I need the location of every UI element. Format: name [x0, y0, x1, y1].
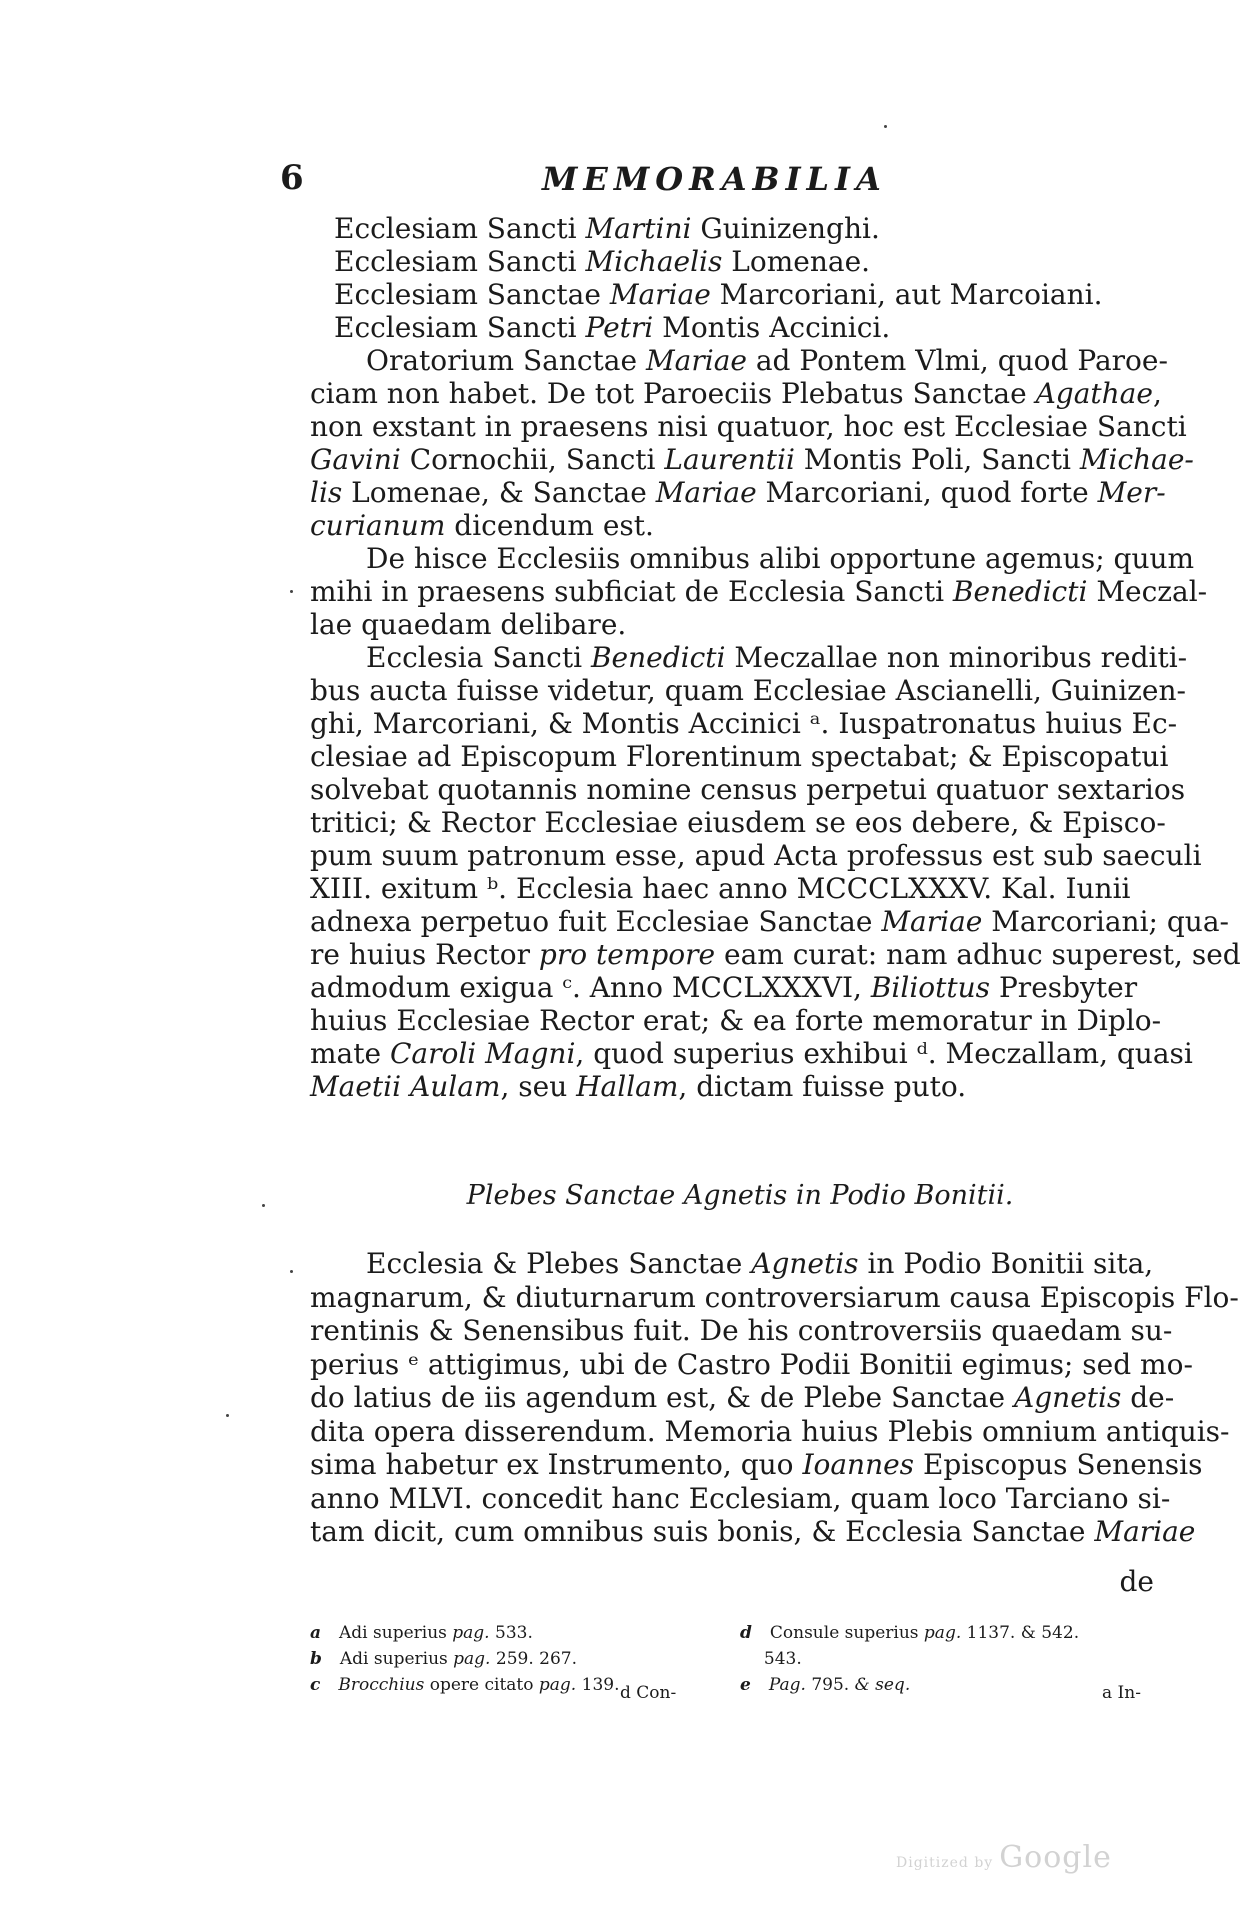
text-segment: clesiae ad Episcopum Florentinum spectabat; & Episcopatui	[310, 740, 1169, 773]
running-title: MEMORABILIA	[542, 160, 887, 198]
ink-speck	[226, 1414, 229, 1417]
text-line	[310, 872, 1170, 905]
text-segment: Mariae	[645, 344, 747, 377]
text-segment: tam dicit, cum omnibus suis bonis, & Ecclesia Sanctae	[310, 1515, 1095, 1548]
footnote-text: pag.	[538, 1675, 577, 1695]
main-text	[310, 212, 1241, 1103]
footnote-marker: e	[740, 1675, 751, 1695]
text-segment: Mariae	[1094, 1515, 1196, 1548]
text-segment: Mariae	[881, 905, 983, 938]
text-segment: mate	[310, 1037, 390, 1070]
text-segment: Hallam	[576, 1070, 679, 1103]
text-segment: Petri	[585, 311, 654, 344]
paragraph-oratorium	[310, 344, 1194, 542]
text-segment: Ecclesiam Sancti	[334, 212, 586, 245]
text-segment: ad Pontem Vlmi, quod Paroe-	[746, 344, 1168, 377]
text-line	[310, 905, 1229, 938]
text-line	[310, 1004, 1170, 1037]
catchword: de	[1119, 1565, 1154, 1598]
ink-speck	[884, 125, 887, 128]
text-line	[310, 1280, 1239, 1315]
text-segment: Lomenae, & Sanctae	[342, 476, 656, 509]
footnote-text: 259. 267.	[490, 1649, 577, 1669]
text-segment: curianum	[310, 509, 446, 542]
text-line	[310, 773, 1186, 806]
text-line	[310, 377, 1170, 410]
text-line	[310, 806, 1170, 839]
text-segment: admodum exigua ᶜ. Anno MCCLXXXVI,	[310, 971, 871, 1004]
text-segment: dita opera disserendum. Memoria huius Plebis omnium antiquis-	[310, 1414, 1230, 1448]
footnote-text: Adi superius	[339, 1623, 453, 1643]
text-segment: adnexa perpetuo fuit Ecclesiae Sanctae	[310, 905, 882, 938]
text-segment: Montis Poli, Sancti	[794, 443, 1080, 476]
text-line	[310, 344, 1170, 377]
text-line	[310, 1347, 1193, 1382]
main-text-agnetis	[310, 1247, 1239, 1549]
footnote-text: Adi superius	[339, 1649, 454, 1669]
text-line	[310, 575, 1208, 608]
footnote-text: 139.	[576, 1675, 620, 1695]
text-segment: Ecclesiam Sanctae	[334, 278, 610, 311]
text-segment: Benedicti	[952, 575, 1088, 608]
text-segment: Ioannes	[802, 1448, 915, 1481]
text-line	[310, 509, 1170, 542]
text-line	[310, 443, 1194, 476]
text-segment: do latius de iis agendum est, & de Plebe Sanctae	[310, 1381, 1015, 1414]
footnote-text: pag.	[453, 1649, 491, 1669]
text-segment: Gavini	[310, 443, 401, 476]
ink-speck	[290, 590, 293, 593]
footnote	[310, 1620, 730, 1646]
paragraph-agnetis	[310, 1247, 1239, 1549]
footnote-marker	[740, 1649, 746, 1669]
text-line	[310, 674, 1186, 707]
text-segment: lae quaedam delibare.	[310, 608, 627, 641]
text-segment: bus aucta fuisse videtur, quam Ecclesiae Ascianelli, Guinizen-	[310, 674, 1186, 707]
text-segment: Agnetis	[1014, 1381, 1122, 1414]
text-segment: lis	[310, 476, 343, 509]
text-segment: Lomenae.	[722, 245, 871, 278]
text-segment: Marcoriani; qua-	[982, 905, 1229, 938]
text-line	[310, 1247, 1170, 1281]
footnote-text: 1137. & 542.	[961, 1623, 1080, 1643]
text-line	[310, 1381, 1175, 1415]
text-line	[310, 245, 1170, 278]
text-segment: Marcoriani, quod forte	[756, 476, 1098, 509]
text-line	[310, 1448, 1203, 1482]
text-segment: pum suum patronum esse, apud Acta professus est sub saeculi	[310, 839, 1202, 872]
text-segment: tritici; & Rector Ecclesiae eiusdem se eos debere, & Episco-	[310, 806, 1166, 839]
text-line	[310, 1414, 1230, 1449]
text-segment: Martini	[585, 212, 692, 245]
text-segment: anno MLVI. concedit hanc Ecclesiam, quam loco Tarciano si-	[310, 1481, 1171, 1515]
footnote-catchword-left: d Con-	[620, 1683, 677, 1703]
text-line	[310, 740, 1170, 773]
footnote-catchword-right: a In-	[1102, 1683, 1141, 1703]
text-line	[310, 212, 1170, 245]
digitization-watermark	[896, 1840, 1112, 1875]
text-segment: perius ᵉ attigimus, ubi de Castro Podii Bonitii egimus; sed mo-	[310, 1347, 1193, 1381]
footnote-marker: a	[310, 1623, 322, 1643]
text-line	[310, 608, 1170, 641]
text-segment: dicendum est.	[445, 509, 654, 542]
text-line	[310, 1070, 1170, 1103]
text-segment: Oratorium Sanctae	[310, 344, 646, 377]
text-segment: Ecclesiam Sancti	[334, 245, 586, 278]
footnote-text: Pag.	[768, 1675, 806, 1695]
text-segment: eam curat: nam adhuc superest, sed	[715, 938, 1241, 971]
text-segment: non exstant in praesens nisi quatuor, hoc est Ecclesiae Sancti	[310, 410, 1187, 443]
text-segment: Marcoriani, aut Marcoiani.	[710, 278, 1103, 311]
text-segment: re huius Rector	[310, 938, 539, 971]
text-segment: mihi in praesens subficiat de Ecclesia Sancti	[310, 575, 953, 608]
text-segment: Ecclesia & Plebes Sanctae	[310, 1247, 752, 1280]
text-segment: ghi, Marcoriani, & Montis Accinici ᵃ. Iuspatronatus huius Ec-	[310, 707, 1178, 740]
text-segment: pro tempore	[538, 938, 716, 971]
text-segment: Agnetis	[751, 1247, 859, 1280]
text-line	[310, 707, 1178, 740]
text-segment: Meczal-	[1087, 575, 1208, 608]
footnote	[740, 1620, 1170, 1646]
text-line	[310, 839, 1202, 872]
text-segment: magnarum, & diuturnarum controversiarum causa Episcopis Flo-	[310, 1280, 1239, 1314]
footnote-text: pag.	[923, 1623, 962, 1643]
text-segment: de-	[1121, 1381, 1175, 1414]
text-line	[310, 311, 1170, 344]
text-segment: Ecclesiam Sancti	[334, 311, 586, 344]
text-line	[310, 938, 1241, 971]
watermark-brand: Google	[999, 1840, 1112, 1875]
footnote-marker: d	[740, 1623, 752, 1643]
footnote-text: & seq.	[854, 1675, 911, 1695]
text-line	[310, 278, 1170, 311]
text-segment: , dictam fuisse puto.	[678, 1070, 967, 1103]
text-segment: Agathae	[1035, 377, 1153, 410]
footnote-text: Brocchius	[338, 1675, 425, 1695]
footnote-text: 795.	[805, 1675, 855, 1695]
footnote-text: 543.	[763, 1649, 802, 1669]
footnote-text: Consule superius	[769, 1623, 924, 1643]
page-header	[280, 158, 1180, 202]
text-segment: Cornochii, Sancti	[400, 443, 665, 476]
paragraph-de-hisce	[310, 542, 1208, 641]
text-segment: , seu	[500, 1070, 577, 1103]
church-list	[310, 212, 1170, 344]
footnote-text: pag.	[452, 1623, 490, 1643]
section-heading: Plebes Sanctae Agnetis in Podio Bonitii.	[466, 1180, 1014, 1211]
text-segment: Laurentii	[664, 443, 795, 476]
footnote	[740, 1646, 1170, 1672]
text-segment: rentinis & Senensibus fuit. De his controversiis quaedam su-	[310, 1314, 1173, 1347]
text-segment: Mariae	[655, 476, 757, 509]
text-segment: ciam non habet. De tot Paroeciis Plebatus Sanctae	[310, 377, 1036, 410]
text-segment: Presbyter	[990, 971, 1138, 1004]
text-segment: in Podio Bonitii sita,	[858, 1247, 1154, 1280]
footnote-text: opere citato	[424, 1675, 539, 1695]
text-segment: Benedicti	[590, 641, 726, 674]
text-segment: ,	[1152, 377, 1162, 410]
text-segment: Michaelis	[585, 245, 723, 278]
text-segment: sima habetur ex Instrumento, quo	[310, 1448, 803, 1481]
ink-speck	[262, 1204, 265, 1207]
ink-speck	[290, 1270, 293, 1273]
text-segment: Montis Accinici.	[653, 311, 891, 344]
text-segment: Mer-	[1097, 476, 1166, 509]
paragraph-benedicti	[310, 641, 1241, 1103]
text-segment: solvebat quotannis nomine census perpetui quatuor sextarios	[310, 773, 1186, 806]
footnote	[310, 1646, 730, 1672]
text-segment: De hisce Ecclesiis omnibus alibi opportune agemus; quum	[310, 542, 1195, 575]
text-segment: , quod superius exhibui ᵈ. Meczallam, quasi	[575, 1037, 1193, 1070]
text-line	[310, 542, 1195, 575]
text-segment: Guinizenghi.	[691, 212, 880, 245]
watermark-prefix: Digitized by	[896, 1855, 994, 1871]
text-segment: Biliottus	[870, 971, 991, 1004]
text-segment: Caroli Magni	[389, 1037, 576, 1070]
text-segment: Episcopus Senensis	[914, 1448, 1203, 1481]
footnote-marker: c	[310, 1675, 321, 1695]
text-segment: Meczallae non minoribus rediti-	[725, 641, 1188, 674]
text-line	[310, 1037, 1193, 1070]
text-segment: XIII. exitum ᵇ. Ecclesia haec anno MCCCLXXXV. Kal. Iunii	[310, 872, 1131, 905]
text-segment: huius Ecclesiae Rector erat; & ea forte memoratur in Diplo-	[310, 1004, 1162, 1037]
text-segment: Michae-	[1079, 443, 1194, 476]
footnote-text: 533.	[489, 1623, 533, 1643]
footnote-marker: b	[310, 1649, 322, 1669]
text-segment: Mariae	[609, 278, 711, 311]
text-segment: Maetii Aulam	[310, 1070, 501, 1103]
text-line	[310, 476, 1170, 509]
page-number: 6	[280, 158, 304, 198]
text-line	[310, 641, 1188, 674]
text-line	[310, 410, 1187, 443]
text-line	[310, 1314, 1173, 1348]
text-line	[310, 1515, 1196, 1549]
text-line	[310, 971, 1170, 1004]
text-line	[310, 1482, 1170, 1516]
text-segment: Ecclesia Sancti	[310, 641, 591, 674]
